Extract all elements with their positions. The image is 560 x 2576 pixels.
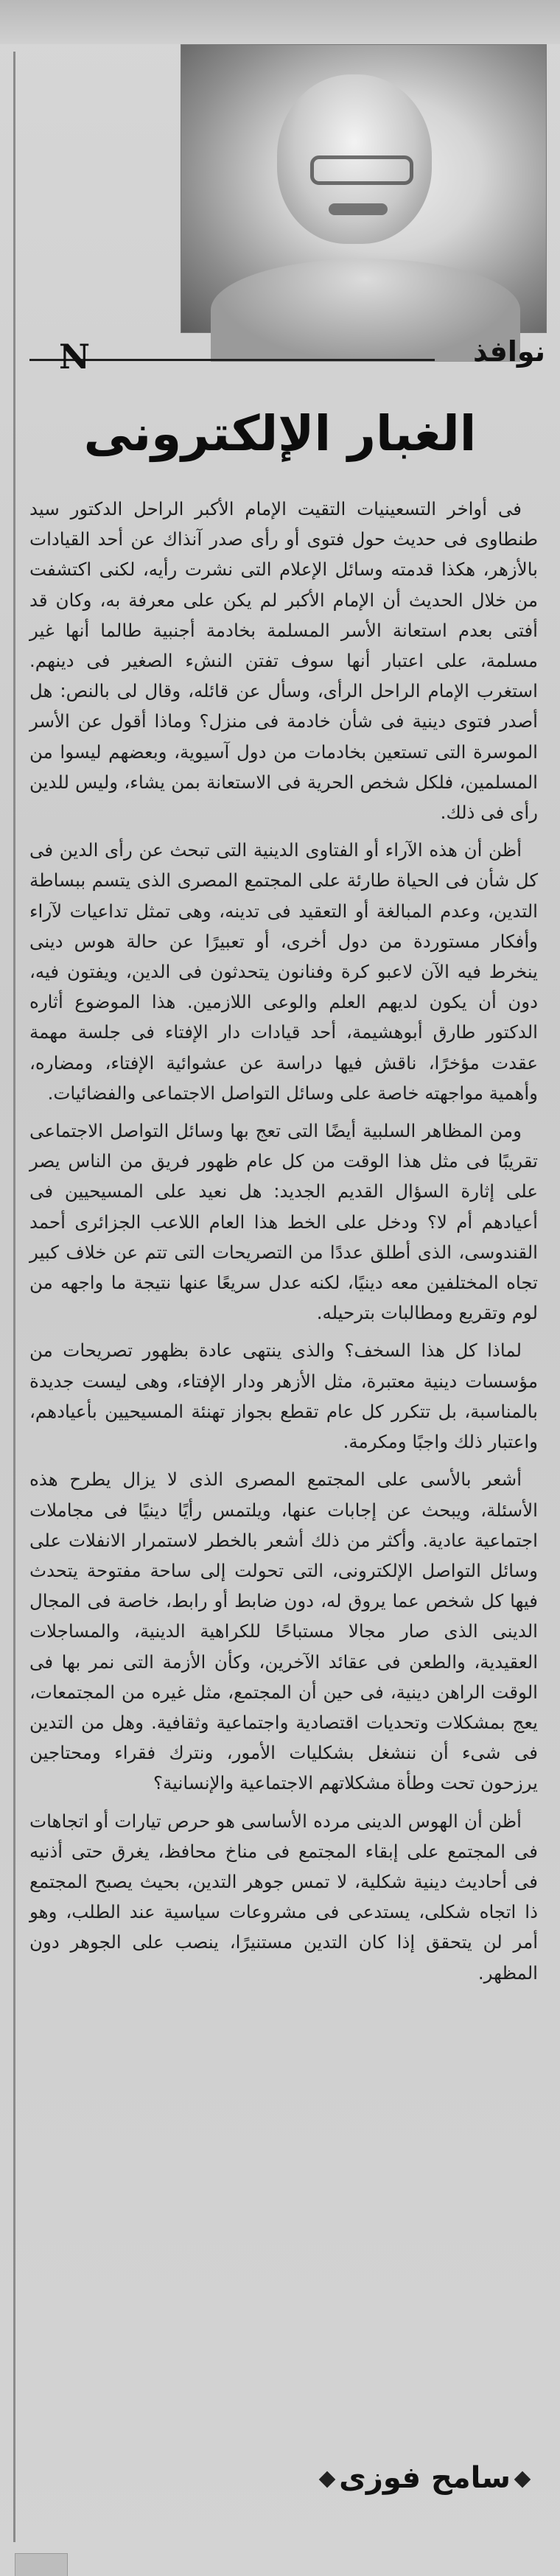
article-body	[29, 494, 538, 1995]
page-corner-tab	[15, 2553, 68, 2576]
article-paragraph: لماذا كل هذا السخف؟ والذى ينتهى عادة بظهور تصريحات من مؤسسات دينية معتبرة، مثل الأزهر ودار الإفتاء، وهى ليست جديدة بالمناسبة، بل تتكرر كل عام تقطع بجواز تهنئة المسيحيين بأعيادهم، واعتبار ذلك واجبًا ومكرمة.	[29, 1340, 538, 1453]
article-paragraph: أظن أن الهوس الدينى مرده الأساسى هو حرص تيارات أو اتجاهات فى المجتمع على إبقاء المجتمع فى مناخ محافظ، يغرق حتى أذنيه فى أحاديث دينية شكلية، لا تمس جوهر التدين، بحيث يصبح المجتمع ذا اتجاه شكلى، يستدعى فى مشروعات سياسية عند الطلب، وهو أمر لن يتحقق إذا كان التدين مستنيرًا، ينصب على الجوهر دون المظهر.	[29, 1810, 538, 1984]
column-header	[29, 335, 545, 376]
diamond-icon	[514, 2471, 531, 2488]
column-header-rule	[29, 359, 435, 361]
author-photo	[181, 44, 547, 333]
article-paragraph: فى أواخر التسعينيات التقيت الإمام الأكبر الراحل الدكتور سيد طنطاوى فى حديث حول فتوى أو رأى صدر آنذاك عن أحد القيادات بالأزهر، هكذا قدمته وسائل الإعلام التى نشرت رأيه، لكنى اكتشفت من خلال الحديث أن الإمام الأكبر لم يكن على معرفة به، وكان قد أفتى بعدم استعانة الأسر المسلمة بخادمة أجنبية طالما أنها غير مسلمة، على اعتبار أنها سوف تفتن النشء الصغير فى دينهم. استغرب الإمام الراحل الرأى، وسأل عن قائله، وقال لى بالنص: هل أصدر فتوى دينية فى شأن خادمة فى منزل؟ وماذا أقول عن الأسر الموسرة التى تستعين بخادمات من دول آسيوية، وبعضهم ليسوا من المسلمين، فلكل شخص الحرية فى الاستعانة بمن يشاء، وليس للدين رأى فى ذلك.	[29, 498, 538, 824]
article-paragraph: أشعر بالأسى على المجتمع المصرى الذى لا يزال يطرح هذه الأسئلة، ويبحث عن إجابات عنها، ويلتمس رأيًا دينيًا فى مجاملات اجتماعية عادية. وأكثر من ذلك أشعر بالخطر لاستمرار الانفلات على وسائل التواصل الإلكترونى، التى تحولت إلى ساحة مفتوحة يتحدث فيها كل شخص عما يروق له، دون ضابط أو رابط، خاصة فى المجال الدينى الذى صار مجالا مستباحًا للكراهية الدينية، والمساجلات العقيدية، والطعن فى عقائد الآخرين، وكأن الأزمة التى نمر بها فى الوقت الراهن دينية، فى حين أن المجتمع، مثل غيره من المجتمعات، يعج بمشكلات وتحديات اقتصادية واجتماعية وثقافية. وهل من التدين فى شىء أن ننشغل بشكليات الأمور، ونترك فقراء ومحتاجين يرزحون تحت وطأة مشكلاتهم الاجتماعية والإنسانية؟	[29, 1469, 538, 1794]
article-paragraph: أظن أن هذه الآراء أو الفتاوى الدينية التى تبحث عن رأى الدين فى كل شأن فى الحياة طارئة على المجتمع المصرى الذى يتسم ببساطة التدين، وعدم المبالغة أو التعقيد فى تدينه، وهى تمثل تداعيات لآراء وأفكار مستوردة من دول أخرى، أو تعبيرًا عن حالة هوس دينى ينخرط فيه الآن لاعبو كرة وفنانون يتحدثون فى الدين، ويفتون فيه، دون أن يكون لديهم العلم والوعى اللازمين. هذا الموضوع أثاره الدكتور طارق أبوهشيمة، أحد قيادات دار الإفتاء فى جلسة مهمة عقدت مؤخرًا، ناقش فيها دراسة عن عشوائية الإفتاء، ومضاره، وأهمية مواجهته خاصة على وسائل التواصل الاجتماعى والفضائيات.	[29, 839, 538, 1104]
author-photo-mustache	[329, 203, 388, 215]
column-logo-icon: N	[59, 337, 91, 377]
article-paragraph: ومن المظاهر السلبية أيضًا التى تعج بها وسائل التواصل الاجتماعى تقريبًا فى مثل هذا الوقت من كل عام ظهور فريق من الناس يصر على إثارة السؤال القديم الجديد: هل نعيد على المسيحيين فى أعيادهم أم لا؟ ودخل على الخط هذا العام اللاعب الجزائرى أحمد القندوسى، الذى أطلق عددًا من التصريحات التى تتم عن خلاف كبير تجاه المختلفين معه دينيًا، لكنه عدل سريعًا عنها نتيجة ما واجهه من لوم وتقريع ومطالبات بترحيله.	[29, 1120, 538, 1324]
author-name: سامح فوزى	[339, 2461, 511, 2495]
article-title: الغبار الإلكترونى	[83, 405, 477, 462]
column-name: نوافذ	[473, 335, 545, 368]
author-photo-glasses	[310, 155, 413, 185]
diamond-icon	[319, 2471, 336, 2488]
torn-top-strip	[0, 0, 560, 44]
author-byline	[15, 2461, 534, 2495]
